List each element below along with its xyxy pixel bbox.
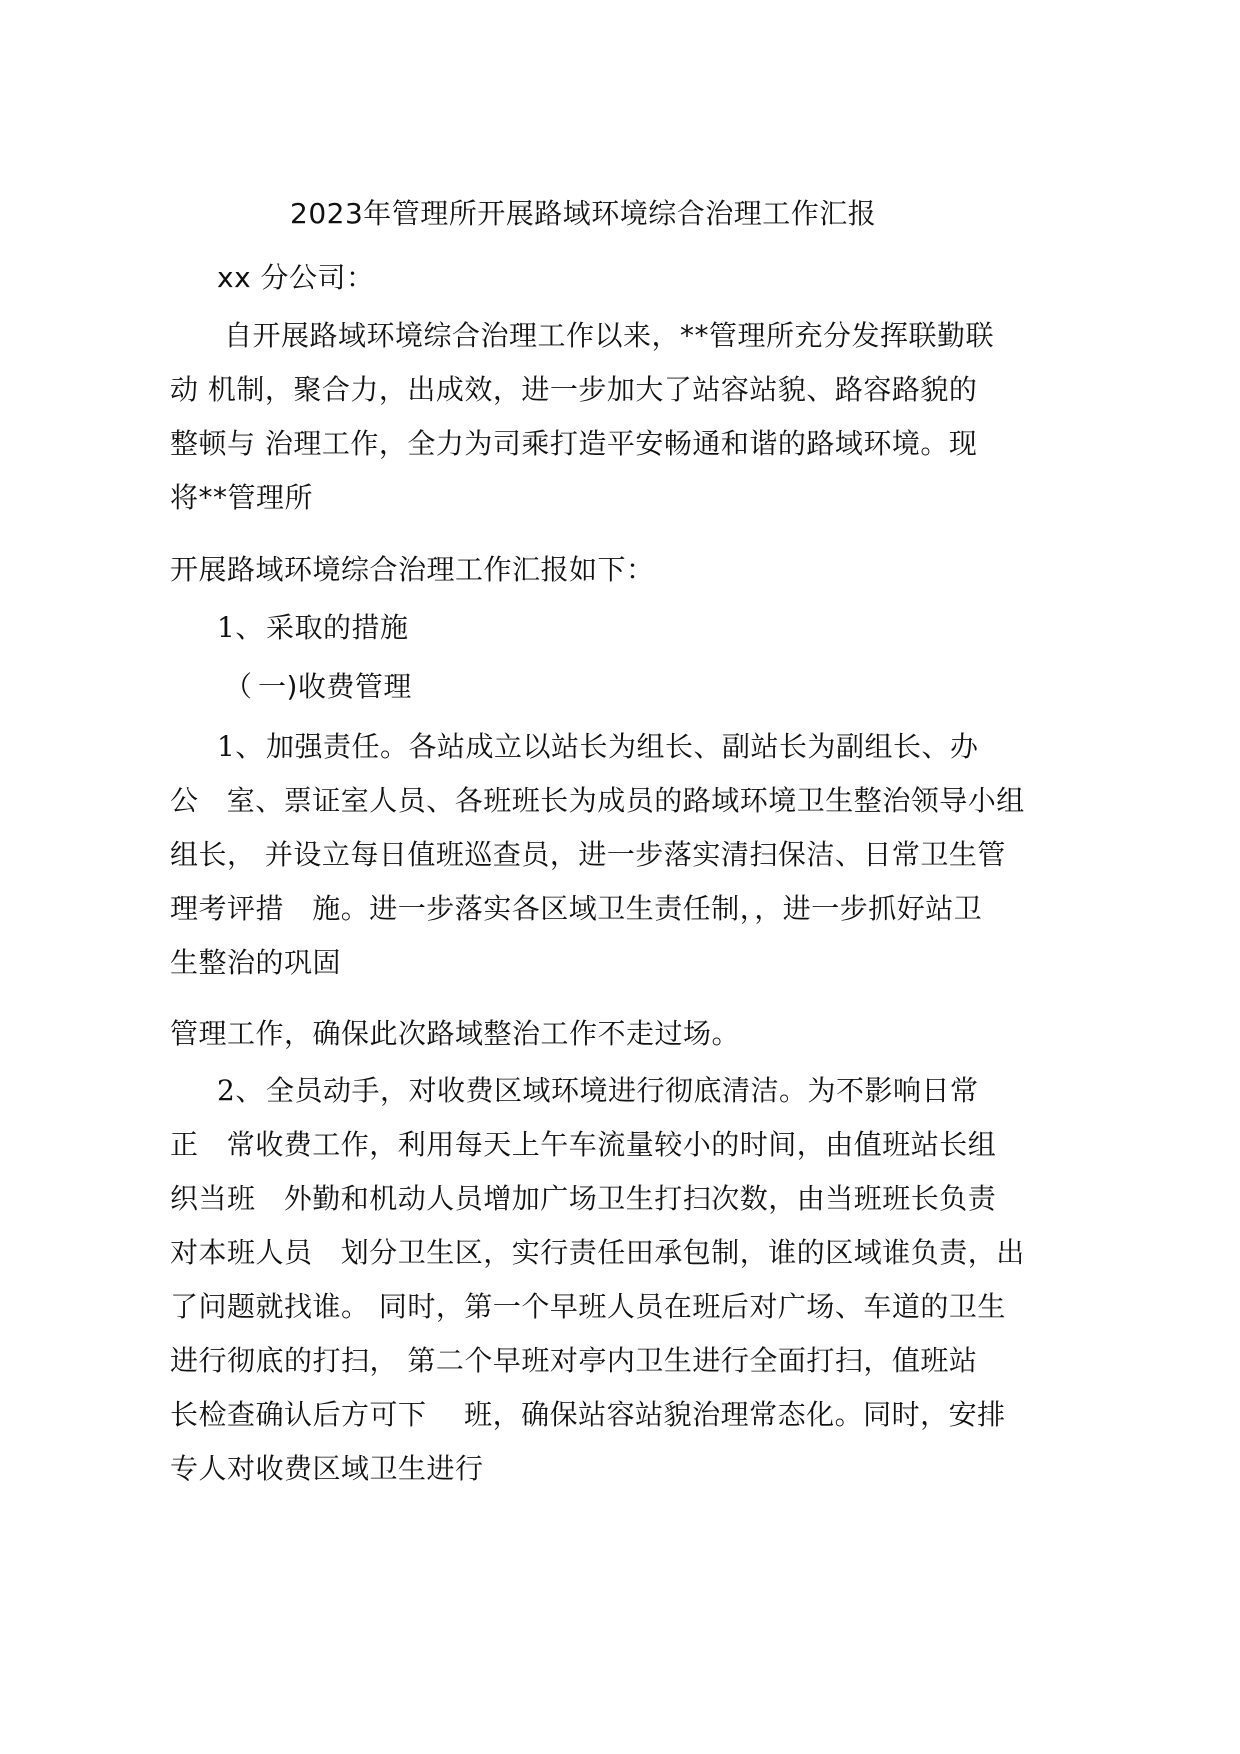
paragraph-line: 专人对收费区域卫生进行 — [170, 1452, 484, 1485]
paragraph-line: 正 常收费工作，利用每天上午车流量较小的时间，由值班站长组 — [170, 1128, 997, 1161]
salutation: xx 分公司： — [217, 261, 375, 294]
section-number: 1、 — [217, 611, 264, 644]
paragraph-line: 生整治的巩固 — [170, 946, 342, 979]
paragraph-line: 了问题就找谁。 同时，第一个早班人员在班后对广场、车道的卫生 — [170, 1290, 1006, 1323]
subsection-open-paren: （ — [224, 670, 253, 703]
paragraph-line: 长检查确认后方可下 班，确保站容站貌治理常态化。同时，安排 — [170, 1398, 1006, 1431]
paragraph-line: 对本班人员 划分卫生区，实行责任田承包制，谁的区域谁负责，出 — [170, 1236, 1025, 1269]
paragraph-line: 理考评措 施。进一步落实各区域卫生责任制，，进一步抓好站卫 — [170, 892, 983, 925]
paragraph-continuation: 管理工作，确保此次路域整治工作不走过场。 — [170, 1017, 741, 1050]
paragraph-line: 动 机制，聚合力，出成效，进一步加大了站容站貌、路容路貌的 — [170, 373, 978, 406]
paragraph-line: 将**管理所 — [170, 481, 314, 514]
document-title: 2023年管理所开展路域环境综合治理工作汇报 — [290, 197, 877, 230]
paragraph-line: 进行彻底的打扫， 第二个早班对亭内卫生进行全面打扫，值班站 — [170, 1344, 978, 1377]
paragraph-line: 组长， 并设立每日值班巡查员，进一步落实清扫保洁、日常卫生管 — [170, 838, 1006, 871]
section-title: 采取的措施 — [266, 611, 409, 644]
item-number: 2、 — [217, 1074, 264, 1107]
paragraph-continuation: 开展路域环境综合治理工作汇报如下： — [170, 553, 655, 586]
subsection-title: 一)收费管理 — [258, 670, 412, 703]
paragraph-line: 加强责任。各站成立以站长为组长、副站长为副组长、办 — [266, 730, 979, 763]
paragraph-line: 织当班 外勤和机动人员增加广场卫生打扫次数，由当班班长负责 — [170, 1182, 997, 1215]
paragraph-line: 公 室、票证室人员、各班班长为成员的路域环境卫生整治领导小组 — [170, 784, 1025, 817]
paragraph-line: 整顿与 治理工作，全力为司乘打造平安畅通和谐的路域环境。现 — [170, 427, 978, 460]
paragraph-line: 自开展路域环境综合治理工作以来，**管理所充分发挥联勤联 — [224, 319, 995, 352]
item-number: 1、 — [217, 730, 264, 763]
paragraph-line: 全员动手，对收费区域环境进行彻底清洁。为不影响日常 — [266, 1074, 979, 1107]
